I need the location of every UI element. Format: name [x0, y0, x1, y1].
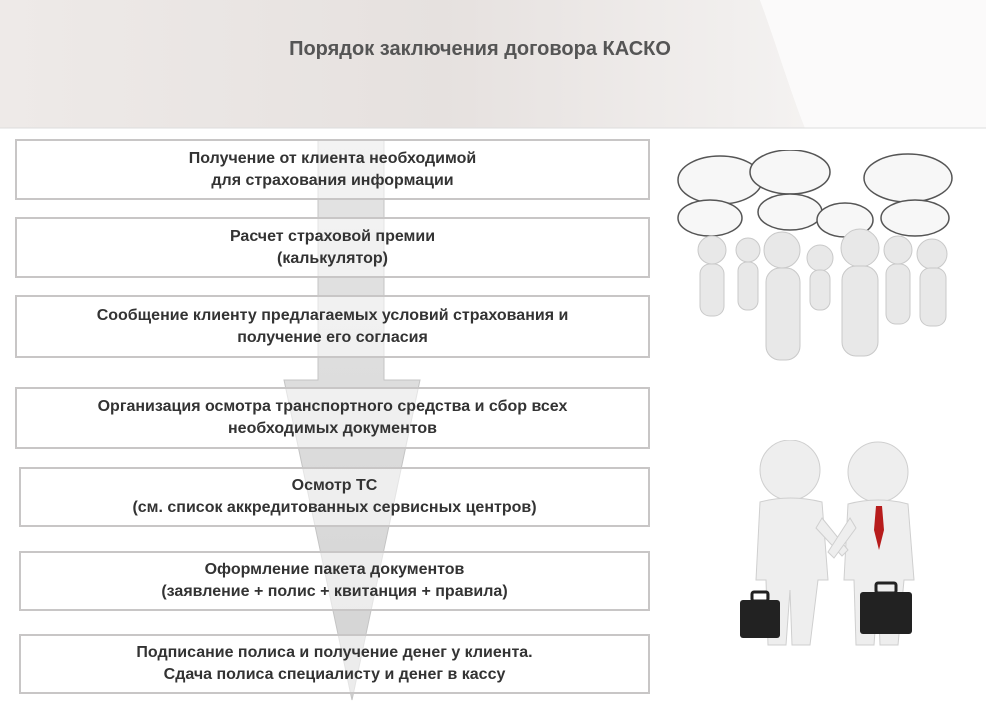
- step-3-line-1: Сообщение клиенту предлагаемых условий страхования и: [96, 306, 569, 324]
- step-box-5: [19, 467, 650, 527]
- speech-bubble-icon: [678, 200, 742, 236]
- step-box-4: [15, 387, 650, 449]
- speech-bubble-icon: [758, 194, 822, 230]
- step-3-line-2: получение его согласия: [237, 328, 428, 346]
- speech-bubble-icon: [750, 150, 830, 194]
- step-box-7: [19, 634, 650, 694]
- speech-bubble-icon: [881, 200, 949, 236]
- step-1-line-2: для страхования информации: [211, 171, 454, 189]
- step-7-line-2: Сдача полиса специалисту и денег в кассу: [163, 666, 506, 683]
- step-2-line-1: Расчет страховой премии: [229, 227, 436, 245]
- step-box-3: [15, 295, 650, 358]
- step-2-line-2: (калькулятор): [277, 249, 388, 267]
- handshake-illustration: [730, 440, 970, 660]
- speech-bubble-icon: [864, 154, 952, 202]
- people-discussion-illustration: [670, 150, 970, 370]
- step-5-line-1: Осмотр ТС: [291, 477, 378, 494]
- step-box-1: [15, 139, 650, 200]
- page-title: Порядок заключения договора КАСКО: [289, 38, 671, 60]
- speech-bubble-icon: [678, 156, 762, 204]
- step-7-line-1: Подписание полиса и получение денег у клиента.: [136, 644, 533, 661]
- step-box-2: [15, 217, 650, 278]
- step-4-line-2: необходимых документов: [228, 420, 437, 437]
- step-4-line-1: Организация осмотра транспортного средства и сбор всех: [97, 398, 568, 415]
- step-1-line-1: Получение от клиента необходимой: [188, 149, 477, 167]
- step-box-6: [19, 551, 650, 611]
- step-6-line-1: Оформление пакета документов: [204, 561, 465, 578]
- step-5-line-2: (см. список аккредитованных сервисных центров): [132, 499, 537, 516]
- step-6-line-2: (заявление + полис + квитанция + правила): [161, 583, 508, 600]
